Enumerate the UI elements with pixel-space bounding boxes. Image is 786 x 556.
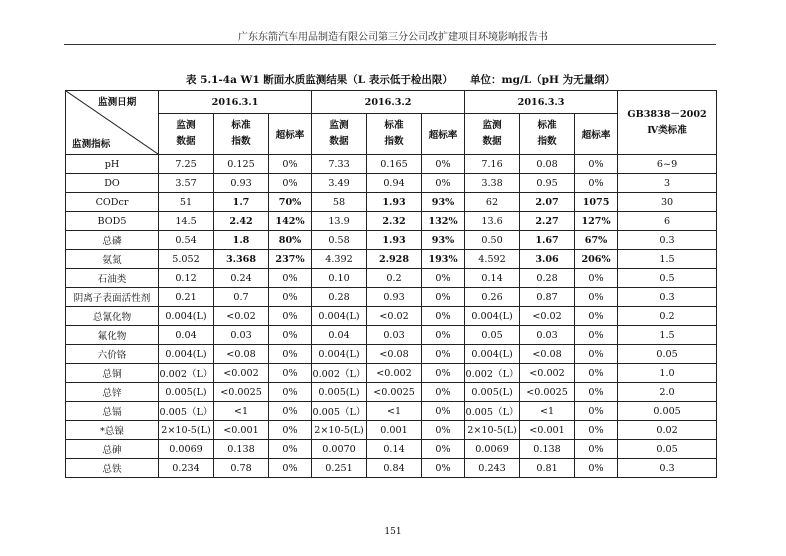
value-cell: 2×10-5(L) [465,421,520,440]
standard-cell: 6~9 [618,155,717,174]
rate-cell: 0% [575,307,618,326]
standard-cell: 3 [618,174,717,193]
index-cell: 1.93 [367,231,422,250]
value-cell: 51 [159,193,214,212]
value-cell: 0.04 [312,326,367,345]
index-cell: 0.03 [214,326,269,345]
standard-cell: 1.0 [618,364,717,383]
indicator-cell: 阴离子表面活性剂 [66,288,159,307]
value-cell: 4.592 [465,250,520,269]
header-row-dates [66,91,717,114]
rate-cell: 0% [422,459,465,478]
value-cell: 5.052 [159,250,214,269]
standard-cell: 0.5 [618,269,717,288]
indicator-cell: 石油类 [66,269,159,288]
rate-cell: 80% [269,231,312,250]
rate-cell: 0% [422,174,465,193]
value-cell: 0.243 [465,459,520,478]
subheader-index [520,114,575,155]
corner-label-date: 监测日期 [98,97,137,108]
rate-cell: 0% [422,402,465,421]
index-cell: <0.002 [214,364,269,383]
value-cell: 7.33 [312,155,367,174]
rate-cell: 93% [422,193,465,212]
subheader-rate: 超标率 [422,114,465,155]
corner-header-cell [66,91,159,155]
value-cell: 0.005(L) [159,383,214,402]
value-cell: 13.9 [312,212,367,231]
index-cell: <0.0025 [214,383,269,402]
rate-cell: 0% [422,307,465,326]
index-cell: <0.02 [367,307,422,326]
subheader-index-l1: 标准 [384,120,404,132]
index-cell: 0.24 [214,269,269,288]
rate-cell: 0% [575,269,618,288]
index-cell: 2.27 [520,212,575,231]
subheader-data-l2: 数据 [176,136,196,148]
index-cell: 2.42 [214,212,269,231]
rate-cell: 0% [422,345,465,364]
subheader-data-l1: 监测 [329,120,349,132]
index-cell: <0.0025 [367,383,422,402]
index-cell: 0.28 [520,269,575,288]
value-cell: 0.0069 [465,440,520,459]
index-cell: 0.165 [367,155,422,174]
value-cell: 3.49 [312,174,367,193]
rate-cell: 0% [422,326,465,345]
table-unit-note: 单位：mg/L（pH 为无量纲） [470,74,616,86]
value-cell: 2×10-5(L) [312,421,367,440]
value-cell: 0.251 [312,459,367,478]
indicator-cell: 氨氮 [66,250,159,269]
index-cell: 0.95 [520,174,575,193]
index-cell: 3.368 [214,250,269,269]
table-row [66,440,717,459]
subheader-index-l2: 指数 [537,136,557,148]
rate-cell: 0% [575,421,618,440]
subheader-index-l1: 标准 [231,120,251,132]
index-cell: <1 [367,402,422,421]
subheader-data-l2: 数据 [329,136,349,148]
index-cell: 3.06 [520,250,575,269]
standard-cell: 0.3 [618,288,717,307]
value-cell: 0.12 [159,269,214,288]
index-cell: <0.002 [367,364,422,383]
standard-cell: 0.005 [618,402,717,421]
index-cell: 0.81 [520,459,575,478]
value-cell: 0.002（L） [159,364,214,383]
value-cell: 0.58 [312,231,367,250]
table-row [66,459,717,478]
value-cell: 0.005(L) [465,383,520,402]
index-cell: <0.08 [520,345,575,364]
index-cell: 0.03 [367,326,422,345]
value-cell: 58 [312,193,367,212]
indicator-cell: 总砷 [66,440,159,459]
value-cell: 7.25 [159,155,214,174]
value-cell: 0.004(L) [312,307,367,326]
value-cell: 0.21 [159,288,214,307]
rate-cell: 0% [269,440,312,459]
index-cell: <0.08 [367,345,422,364]
rate-cell: 0% [269,307,312,326]
table-row [66,307,717,326]
indicator-cell: 六价铬 [66,345,159,364]
index-cell: 0.2 [367,269,422,288]
standard-cell: 0.05 [618,440,717,459]
date-header: 2016.3.2 [312,91,465,114]
value-cell: 0.004(L) [159,345,214,364]
standard-cell: 0.3 [618,459,717,478]
rate-cell: 0% [269,364,312,383]
indicator-cell: 总氰化物 [66,307,159,326]
index-cell: 0.78 [214,459,269,478]
index-cell: <0.08 [214,345,269,364]
index-cell: <1 [214,402,269,421]
indicator-cell: 氟化物 [66,326,159,345]
rate-cell: 93% [422,231,465,250]
rate-cell: 0% [575,383,618,402]
value-cell: 0.04 [159,326,214,345]
value-cell: 0.004(L) [465,345,520,364]
rate-cell: 0% [575,174,618,193]
table-row [66,326,717,345]
rate-cell: 0% [422,383,465,402]
value-cell: 0.05 [465,326,520,345]
index-cell: <1 [520,402,575,421]
rate-cell: 0% [575,440,618,459]
rate-cell: 193% [422,250,465,269]
indicator-cell: DO [66,174,159,193]
value-cell: 0.26 [465,288,520,307]
subheader-index-l1: 标准 [537,120,557,132]
rate-cell: 0% [575,459,618,478]
standard-cell: 1.5 [618,250,717,269]
indicator-cell: pH [66,155,159,174]
water-quality-table [65,90,717,478]
value-cell: 2×10-5(L) [159,421,214,440]
indicator-cell: 总铁 [66,459,159,478]
value-cell: 7.16 [465,155,520,174]
index-cell: <0.002 [520,364,575,383]
rate-cell: 0% [269,421,312,440]
value-cell: 0.002（L） [465,364,520,383]
value-cell: 14.5 [159,212,214,231]
rate-cell: 0% [422,155,465,174]
index-cell: 1.93 [367,193,422,212]
value-cell: 0.28 [312,288,367,307]
rate-cell: 0% [269,383,312,402]
standard-cell: 0.2 [618,307,717,326]
standard-header-line2: Ⅳ类标准 [647,124,687,136]
value-cell: 0.004(L) [159,307,214,326]
standard-header-line1: GB3838－2002 [627,108,707,120]
rate-cell: 0% [575,364,618,383]
value-cell: 0.0069 [159,440,214,459]
indicator-cell: 总磷 [66,231,159,250]
value-cell: 0.54 [159,231,214,250]
index-cell: 0.7 [214,288,269,307]
rate-cell: 0% [269,345,312,364]
table-row [66,250,717,269]
index-cell: 2.32 [367,212,422,231]
subheader-index-l2: 指数 [384,136,404,148]
table-row [66,402,717,421]
value-cell: 0.0070 [312,440,367,459]
value-cell: 0.005(L) [312,383,367,402]
rate-cell: 0% [422,269,465,288]
value-cell: 4.392 [312,250,367,269]
value-cell: 62 [465,193,520,212]
rate-cell: 132% [422,212,465,231]
standard-cell: 0.05 [618,345,717,364]
index-cell: 1.7 [214,193,269,212]
subheader-data [159,114,214,155]
page-number: 151 [384,527,402,537]
rate-cell: 0% [269,174,312,193]
index-cell: 0.87 [520,288,575,307]
index-cell: 0.93 [367,288,422,307]
value-cell: 0.14 [465,269,520,288]
value-cell: 0.234 [159,459,214,478]
standard-cell: 30 [618,193,717,212]
subheader-index [214,114,269,155]
indicator-cell: 总铜 [66,364,159,383]
rate-cell: 142% [269,212,312,231]
index-cell: 2.07 [520,193,575,212]
rate-cell: 0% [575,155,618,174]
subheader-data-l1: 监测 [482,120,502,132]
standard-header [618,91,717,155]
value-cell: 0.005（L） [465,402,520,421]
table-row [66,288,717,307]
value-cell: 0.005（L） [312,402,367,421]
table-row [66,212,717,231]
table-row [66,174,717,193]
value-cell: 0.50 [465,231,520,250]
subheader-rate: 超标率 [575,114,618,155]
index-cell: <0.02 [520,307,575,326]
indicator-cell: 总锌 [66,383,159,402]
table-row [66,345,717,364]
table-row [66,193,717,212]
table-row [66,364,717,383]
rate-cell: 206% [575,250,618,269]
rate-cell: 0% [422,421,465,440]
value-cell: 0.10 [312,269,367,288]
subheader-data-l2: 数据 [482,136,502,148]
table-row [66,421,717,440]
indicator-cell: 总镉 [66,402,159,421]
rate-cell: 237% [269,250,312,269]
subheader-rate: 超标率 [269,114,312,155]
standard-cell: 1.5 [618,326,717,345]
rate-cell: 127% [575,212,618,231]
value-cell: 0.004(L) [312,345,367,364]
index-cell: 0.14 [367,440,422,459]
indicator-cell: *总镍 [66,421,159,440]
subheader-data [312,114,367,155]
rate-cell: 70% [269,193,312,212]
date-header: 2016.3.1 [159,91,312,114]
subheader-index [367,114,422,155]
date-header: 2016.3.3 [465,91,618,114]
value-cell: 0.002（L） [312,364,367,383]
value-cell: 3.57 [159,174,214,193]
rate-cell: 67% [575,231,618,250]
rate-cell: 0% [422,364,465,383]
index-cell: 0.125 [214,155,269,174]
rate-cell: 0% [269,269,312,288]
indicator-cell: CODcr [66,193,159,212]
rate-cell: 0% [575,402,618,421]
rate-cell: 0% [575,345,618,364]
index-cell: 0.08 [520,155,575,174]
rate-cell: 0% [269,155,312,174]
standard-cell: 6 [618,212,717,231]
table-row [66,269,717,288]
indicator-cell: BOD5 [66,212,159,231]
index-cell: <0.02 [214,307,269,326]
standard-cell: 0.3 [618,231,717,250]
index-cell: 0.03 [520,326,575,345]
table-row [66,231,717,250]
table-row [66,155,717,174]
rate-cell: 0% [422,440,465,459]
subheader-index-l2: 指数 [231,136,251,148]
rate-cell: 0% [575,288,618,307]
page-header: 广东东箭汽车用品制造有限公司第三分公司改扩建项目环境影响报告书 [238,32,548,43]
index-cell: 1.67 [520,231,575,250]
index-cell: 0.84 [367,459,422,478]
rate-cell: 1075 [575,193,618,212]
index-cell: <0.001 [520,421,575,440]
subheader-data [465,114,520,155]
index-cell: 0.93 [214,174,269,193]
index-cell: 0.001 [367,421,422,440]
standard-cell: 2.0 [618,383,717,402]
subheader-data-l1: 监测 [176,120,196,132]
rate-cell: 0% [422,288,465,307]
rate-cell: 0% [269,459,312,478]
index-cell: 2.928 [367,250,422,269]
table-row [66,383,717,402]
index-cell: 1.8 [214,231,269,250]
index-cell: <0.0025 [520,383,575,402]
index-cell: 0.138 [214,440,269,459]
corner-label-indicator: 监测指标 [72,139,111,150]
rate-cell: 0% [269,288,312,307]
index-cell: 0.94 [367,174,422,193]
rate-cell: 0% [269,402,312,421]
rate-cell: 0% [269,326,312,345]
index-cell: 0.138 [520,440,575,459]
value-cell: 3.38 [465,174,520,193]
standard-cell: 0.02 [618,421,717,440]
rate-cell: 0% [575,326,618,345]
value-cell: 0.005（L） [159,402,214,421]
value-cell: 0.004(L) [465,307,520,326]
index-cell: <0.001 [214,421,269,440]
value-cell: 13.6 [465,212,520,231]
header-divider [64,44,716,45]
table-caption: 表 5.1-4a W1 断面水质监测结果（L 表示低于检出限） [186,74,453,86]
